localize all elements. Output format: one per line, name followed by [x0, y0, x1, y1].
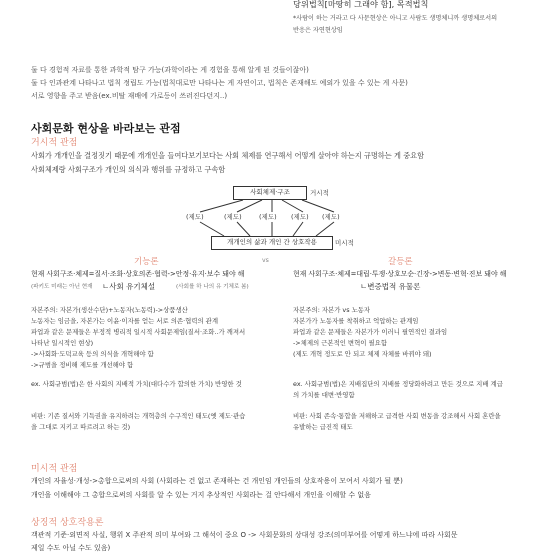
para-line-2: 둘 다 인과관계 나타나고 법칙 정립도 가능(법칙대로만 나타나는 게 자연이고, 법칙은 존재해도 예외가 있을 수 있는 게 사문)	[31, 79, 408, 87]
functionalism-example: ex. 사회규범(법)은 한 사회의 지배적 가치(대다수가 합의한 가치) 반영한 것	[31, 380, 242, 388]
functionalism-body	[31, 305, 245, 371]
para-line-1: 둘 다 경험적 자료를 통한 과학적 탐구 가능(과학이라는 게 경험을 통해 알게 된 것들이잖아)	[31, 66, 309, 74]
top-line-3: 반응은 자연현상임	[293, 27, 343, 34]
top-line-1: 당위법칙[마땅히 그래야 함], 목적법칙	[293, 0, 429, 9]
symbolic-title: 상징적 상호작용론	[31, 518, 104, 528]
micro-label: 미시적	[335, 239, 354, 247]
conflict-example	[293, 379, 503, 401]
functionalism-note-b: ㄴ사회 유기체설	[102, 282, 156, 291]
para-line-3: 서로 영향을 주고 받음(ex.비탈 재배에 가로등이 쓰러진다던지..)	[31, 92, 228, 100]
functionalism-body-line: 나타난 일시적인 현상)	[31, 339, 94, 347]
social-structure-box: 사회체제·구조	[233, 186, 307, 200]
conflict-body-line: 자본주의: 자본가 vs 노동자	[293, 306, 371, 314]
micro-line-2: 개인을 이해해야 그 총합으로써의 사회를 알 수 있는 거지 추상적인 사회라는 걸 안다해서 개인을 이해할 수 없음	[31, 491, 371, 499]
macro-line-2: 사회체제랑 사회구조가 개인의 의식과 행위를 규정하고 구속함	[31, 165, 226, 174]
functionalism-body-line: 파업과 같은 문제들은 부정적 병리적 일시적 사회문제임(질서·조화..가 깨져서	[31, 328, 246, 336]
conflict-note: ㄴ변증법적 유물론	[360, 282, 421, 291]
functionalism-main: 현재 사회구조·체제=질서·조화·상호의존·협력->안정·유지·보수 돼야 해	[31, 270, 245, 278]
functionalism-body-line: ->규범을 정비해 제도를 개선해야 함	[31, 361, 134, 369]
functionalism-critique-line: 비판: 기존 질서와 기득권을 유지하려는 개혁층의 수구적인 태도(옛 제도·관습	[31, 412, 246, 420]
functionalism-body-line: 자본주의: 자본가(생산수단)+노동자(노동력)->상품생산	[31, 306, 188, 314]
macro-title: 거시적 관점	[31, 138, 78, 148]
conflict-body-line: 자본가가 노동자를 착취하고 억압하는 관계임	[293, 317, 419, 325]
institution-4: (제도)	[291, 213, 309, 221]
institution-1: (제도)	[186, 213, 204, 221]
functionalism-critique-line: 을 그대로 지키고 따르려고 하는 것)	[31, 423, 131, 431]
institution-3: (제도)	[259, 213, 277, 221]
institution-5: (제도)	[322, 213, 340, 221]
conflict-theory-title: 갈등론	[388, 257, 413, 267]
functionalism-note-c: (사회를 하 나의 유 기체로 봄)	[176, 284, 249, 290]
functionalism-body-line: ->사회화·도덕교육 등의 의식을 개혁해야 함	[31, 350, 154, 358]
individual-interaction-box: 개개인의 삶과 개인 간 상호작용	[211, 236, 333, 250]
conflict-main: 현재 사회구조·체제=대립·투쟁·상호모순·긴장->변동·변혁·진보 돼야 해	[293, 270, 507, 278]
symbolic-line-1: 객관적 기준·외면적 사실, 행위 X 주관적 의미 부여와 그 해석이 중요 O -> 사회문화의 상대성 강조(의미부여를 어떻게 하느냐에 따라 사회문	[31, 531, 458, 539]
conflict-body-line: ->체제의 근본적인 변혁이 필요함	[293, 339, 388, 347]
macro-line-1: 사회가 개개인을 결정짓기 때문에 개개인을 들여다보기보다는 사회 체제를 연구해서 어떻게 살아야 하는지 규명하는 게 중요함	[31, 151, 425, 160]
symbolic-line-2: 제일 수도 아닐 수도 있음)	[31, 544, 111, 552]
top-line-2: *사람이 하는 거라고 다 사문현상은 아니고 사람도 생명체니까 생명체로서의	[293, 15, 498, 22]
section-title: 사회문화 현상을 바라보는 관점	[31, 122, 181, 135]
micro-line-1: 개인의 자율성·개성->총합으로써의 사회 (사회라는 건 없고 존재하는 건 개인임 개인들의 상호작용이 모여서 사회가 될 뿐)	[31, 477, 403, 485]
conflict-critique-line: 비판: 사회 존속·통합을 저해하고 급격한 사회 변동을 강조해서 사회 혼란을	[293, 412, 501, 420]
conflict-critique-line: 유발하는 급진적 태도	[293, 423, 353, 431]
conflict-critique	[293, 411, 501, 433]
macro-label: 거시적	[310, 189, 329, 197]
functionalism-body-line: 노동자는 임금을, 자본가는 이윤·이자를 얻는 서로 의존·협력의 관계	[31, 317, 218, 325]
conflict-example-line: ex. 사회규범(법)은 지배집단의 지배를 정당화하려고 만든 것으로 지배 계급	[293, 380, 503, 388]
conflict-body	[293, 305, 447, 360]
conflict-body-line: (제도 개혁 정도로 안 되고 체제 자체를 바꿔야 돼)	[293, 350, 432, 358]
micro-title: 미시적 관점	[31, 464, 78, 474]
functionalism-critique	[31, 411, 245, 433]
conflict-body-line: 파업과 같은 문제들은 자본가가 이러니 필연적인 결과임	[293, 328, 448, 336]
institution-2: (제도)	[224, 213, 242, 221]
functionalism-title: 기능론	[134, 257, 159, 267]
functionalism-note-a: (파키도 미래는 아닌 현재	[31, 284, 93, 290]
vs-label: vs	[262, 257, 269, 264]
conflict-example-line: 의 가치를 대변·반영함	[293, 391, 355, 399]
